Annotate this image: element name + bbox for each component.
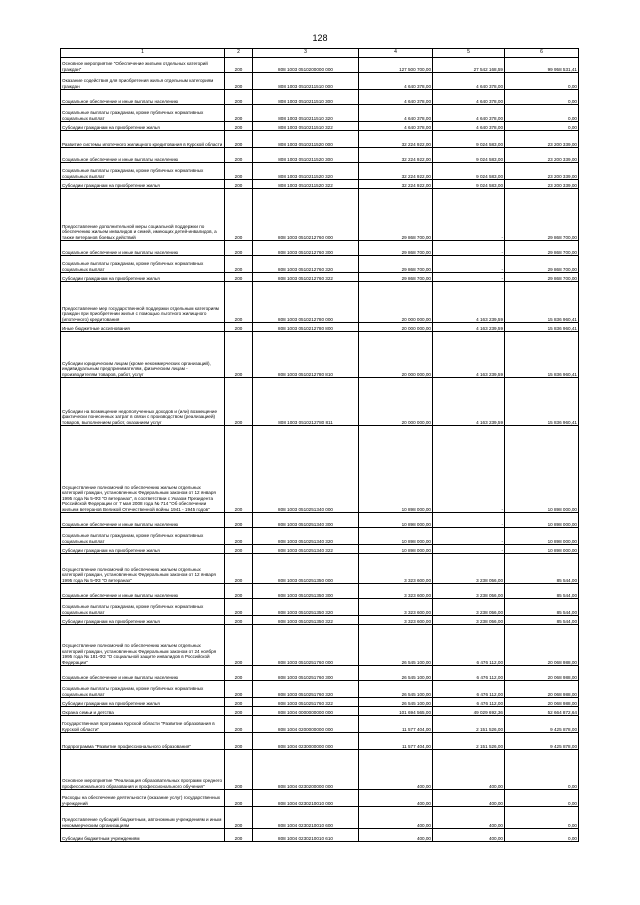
row-remaining: 0,00 [505, 73, 579, 90]
row-kbk: 808 1003 0510251760 000 [253, 625, 359, 666]
row-executed: 3 238 056,00 [433, 584, 505, 599]
row-executed: 400,00 [433, 829, 505, 842]
row-executed: 4 640 378,00 [433, 73, 505, 90]
row-kbk: 808 1003 0510211510 320 [253, 105, 359, 122]
row-name: Субсидии на возмещение недополученных доходов и (или) возмещение фактически понесенных затрат в связи с производством (реализацией) товаров, выполнением работ, оказанием услуг [61, 378, 225, 426]
row-code: 200 [225, 790, 253, 807]
row-remaining: 85 544,00 [505, 554, 579, 584]
row-executed: 3 238 056,00 [433, 554, 505, 584]
row-name: Социальное обеспечение и иные выплаты населению [61, 90, 225, 105]
table-row [61, 426, 579, 513]
header-cell: 2 [225, 49, 253, 58]
row-plan: 4 640 378,00 [359, 90, 433, 105]
row-name: Субсидии юридическим лицам (кроме некоммерческих организаций), индивидуальным предпринимателям, физическим лицам - производителям товаров, работ, услуг [61, 332, 225, 378]
row-code: 200 [225, 666, 253, 681]
row-executed: 27 542 168,59 [433, 58, 505, 73]
row-kbk: 808 1004 0230210010 600 [253, 807, 359, 829]
row-remaining: 20 068 988,00 [505, 666, 579, 681]
row-plan: 32 224 922,00 [359, 163, 433, 180]
row-remaining: 29 868 700,00 [505, 256, 579, 273]
row-plan: 10 898 000,00 [359, 426, 433, 513]
table-row [61, 282, 579, 323]
row-executed: 4 640 378,00 [433, 122, 505, 131]
row-plan: 101 694 565,00 [359, 707, 433, 716]
budget-table [60, 48, 579, 842]
row-executed: 4 163 239,59 [433, 332, 505, 378]
header-cell: 1 [61, 49, 225, 58]
row-kbk: 808 1003 0510251340 300 [253, 513, 359, 528]
row-remaining: 23 200 339,00 [505, 163, 579, 180]
row-name: Основное мероприятие "Обеспечение жильем отдельных категорий граждан" [61, 58, 225, 73]
row-remaining: 15 836 960,41 [505, 323, 579, 332]
row-remaining: 0,00 [505, 105, 579, 122]
row-kbk: 808 1003 0510212780 000 [253, 282, 359, 323]
row-executed: 3 238 056,00 [433, 599, 505, 616]
row-code: 200 [225, 681, 253, 698]
table-row [61, 733, 579, 750]
row-executed: - [433, 189, 505, 241]
row-code: 200 [225, 273, 253, 282]
row-plan: 20 000 000,00 [359, 323, 433, 332]
row-remaining: 29 868 700,00 [505, 189, 579, 241]
row-kbk: 808 1003 0510200000 000 [253, 58, 359, 73]
row-name: Подпрограмма "Развитие профессионального образования" [61, 733, 225, 750]
row-kbk: 808 1003 0510251340 320 [253, 528, 359, 545]
row-plan: 4 640 378,00 [359, 122, 433, 131]
table-row [61, 666, 579, 681]
row-executed: 6 476 112,00 [433, 681, 505, 698]
row-plan: 32 224 922,00 [359, 131, 433, 148]
row-plan: 29 868 700,00 [359, 273, 433, 282]
row-executed: 4 640 378,00 [433, 90, 505, 105]
header-cell: 6 [505, 49, 579, 58]
row-code: 200 [225, 554, 253, 584]
row-plan: 4 640 378,00 [359, 73, 433, 90]
row-kbk: 808 1003 0510211520 300 [253, 148, 359, 163]
row-remaining: 0,00 [505, 829, 579, 842]
row-plan: 29 868 700,00 [359, 256, 433, 273]
row-executed: 4 640 378,00 [433, 105, 505, 122]
row-remaining: 23 200 339,00 [505, 131, 579, 148]
table-row [61, 545, 579, 554]
row-name: Социальное обеспечение и иные выплаты населению [61, 584, 225, 599]
row-executed: 9 024 583,00 [433, 148, 505, 163]
row-name: Социальное обеспечение и иные выплаты населению [61, 241, 225, 256]
row-name: Субсидии гражданам на приобретение жилья [61, 273, 225, 282]
row-remaining: 0,00 [505, 90, 579, 105]
row-name: Осуществление полномочий по обеспечению жильем отдельных категорий граждан, установленных Федеральным законом от 24 ноября 1995 года № 181-ФЗ "О социальной защите инвалидов в Российской Федерации" [61, 625, 225, 666]
row-kbk: 808 1003 0510251350 000 [253, 554, 359, 584]
row-executed: - [433, 273, 505, 282]
row-kbk: 808 1003 0510251760 320 [253, 681, 359, 698]
row-kbk: 808 1003 0510251340 322 [253, 545, 359, 554]
row-plan: 11 577 404,00 [359, 716, 433, 733]
row-executed: 2 151 526,00 [433, 733, 505, 750]
table-row [61, 554, 579, 584]
row-kbk: 808 1003 0510251760 322 [253, 698, 359, 707]
row-remaining: 99 958 531,41 [505, 58, 579, 73]
row-kbk: 808 1004 0230210010 000 [253, 790, 359, 807]
table-row [61, 698, 579, 707]
row-plan: 10 898 000,00 [359, 545, 433, 554]
row-code: 200 [225, 90, 253, 105]
table-row [61, 332, 579, 378]
row-code: 200 [225, 426, 253, 513]
row-code: 200 [225, 698, 253, 707]
row-plan: 20 000 000,00 [359, 332, 433, 378]
row-code: 200 [225, 378, 253, 426]
row-plan: 26 545 100,00 [359, 698, 433, 707]
table-row [61, 599, 579, 616]
row-kbk: 808 1003 0510212760 322 [253, 273, 359, 282]
row-kbk: 808 1004 0230210010 610 [253, 829, 359, 842]
row-code: 200 [225, 625, 253, 666]
row-name: Охрана семьи и детства [61, 707, 225, 716]
table-row [61, 163, 579, 180]
row-code: 200 [225, 73, 253, 90]
row-kbk: 808 1003 0510212780 810 [253, 332, 359, 378]
table-row [61, 716, 579, 733]
row-name: Субсидии гражданам на приобретение жилья [61, 180, 225, 189]
table-row [61, 58, 579, 73]
row-kbk: 808 1003 0510212780 800 [253, 323, 359, 332]
row-name: Субсидии гражданам на приобретение жилья [61, 122, 225, 131]
row-executed: 2 151 526,00 [433, 716, 505, 733]
row-code: 200 [225, 829, 253, 842]
table-row [61, 378, 579, 426]
row-name: Социальное обеспечение и иные выплаты населению [61, 666, 225, 681]
row-kbk: 808 1003 0510212780 811 [253, 378, 359, 426]
row-plan: 10 898 000,00 [359, 513, 433, 528]
row-plan: 3 323 600,00 [359, 554, 433, 584]
row-plan: 400,00 [359, 750, 433, 790]
row-code: 200 [225, 513, 253, 528]
row-code: 200 [225, 323, 253, 332]
row-name: Социальные выплаты гражданам, кроме публичных нормативных социальных выплат [61, 163, 225, 180]
row-remaining: 9 425 878,00 [505, 716, 579, 733]
row-code: 200 [225, 148, 253, 163]
row-plan: 26 545 100,00 [359, 625, 433, 666]
row-remaining: 20 068 988,00 [505, 681, 579, 698]
row-remaining: 23 200 339,00 [505, 180, 579, 189]
row-remaining: 9 425 878,00 [505, 733, 579, 750]
row-code: 200 [225, 599, 253, 616]
row-plan: 29 868 700,00 [359, 241, 433, 256]
row-kbk: 808 1003 0510212760 300 [253, 241, 359, 256]
row-plan: 400,00 [359, 829, 433, 842]
table-row [61, 616, 579, 625]
row-plan: 26 545 100,00 [359, 681, 433, 698]
row-plan: 127 500 700,00 [359, 58, 433, 73]
row-name: Осуществление полномочий по обеспечению жильем отдельных категорий граждан, установленных Федеральным законом от 12 января 1995 года № 5-ФЗ "О ветеранах", в соответствии с Указом Президента Российской Федерации от 7 мая 2008 года № 714 "Об обеспечении жильем ветеранов Великой Отечественной войны 1941 - 1945 годов" [61, 426, 225, 513]
row-kbk: 808 1003 0510211510 300 [253, 90, 359, 105]
row-plan: 29 868 700,00 [359, 189, 433, 241]
row-code: 200 [225, 616, 253, 625]
row-remaining: 10 898 000,00 [505, 426, 579, 513]
row-remaining: 52 664 872,64 [505, 707, 579, 716]
row-code: 200 [225, 131, 253, 148]
row-plan: 400,00 [359, 807, 433, 829]
row-code: 200 [225, 807, 253, 829]
row-kbk: 808 1003 0510251350 322 [253, 616, 359, 625]
table-row [61, 807, 579, 829]
row-remaining: 23 200 339,00 [505, 148, 579, 163]
table-row [61, 73, 579, 90]
row-remaining: 10 898 000,00 [505, 528, 579, 545]
row-kbk: 808 1003 0510251350 320 [253, 599, 359, 616]
row-executed: 6 476 112,00 [433, 625, 505, 666]
row-name: Субсидии гражданам на приобретение жилья [61, 616, 225, 625]
row-remaining: 15 836 960,41 [505, 332, 579, 378]
row-kbk: 808 1004 0230200000 000 [253, 750, 359, 790]
row-name: Социальные выплаты гражданам, кроме публичных нормативных социальных выплат [61, 599, 225, 616]
table-row [61, 829, 579, 842]
row-plan: 11 577 404,00 [359, 733, 433, 750]
row-name: Субсидии гражданам на приобретение жилья [61, 545, 225, 554]
row-executed: 4 163 239,59 [433, 282, 505, 323]
row-code: 200 [225, 750, 253, 790]
row-plan: 10 898 000,00 [359, 528, 433, 545]
row-kbk: 808 1004 0000000000 000 [253, 707, 359, 716]
row-name: Социальное обеспечение и иные выплаты населению [61, 513, 225, 528]
row-name: Субсидии бюджетным учреждениям [61, 829, 225, 842]
row-executed: 9 024 583,00 [433, 180, 505, 189]
row-kbk: 808 1003 0510251760 300 [253, 666, 359, 681]
row-name: Социальное обеспечение и иные выплаты населению [61, 148, 225, 163]
row-executed: 9 024 583,00 [433, 163, 505, 180]
row-name: Социальные выплаты гражданам, кроме публичных нормативных социальных выплат [61, 105, 225, 122]
row-code: 200 [225, 241, 253, 256]
row-plan: 3 323 600,00 [359, 599, 433, 616]
row-kbk: 808 1003 0510212760 320 [253, 256, 359, 273]
row-code: 200 [225, 122, 253, 131]
row-remaining: 10 898 000,00 [505, 513, 579, 528]
row-code: 200 [225, 105, 253, 122]
row-executed: 400,00 [433, 790, 505, 807]
table-row [61, 90, 579, 105]
table-row [61, 105, 579, 122]
row-code: 200 [225, 716, 253, 733]
table-row [61, 681, 579, 698]
row-executed: - [433, 513, 505, 528]
row-name: Расходы на обеспечение деятельности (оказание услуг) государственных учреждений [61, 790, 225, 807]
row-code: 200 [225, 733, 253, 750]
row-name: Оказание содействия для приобретения жилья отдельным категориям граждан [61, 73, 225, 90]
table-row [61, 273, 579, 282]
table-row [61, 790, 579, 807]
row-name: Социальные выплаты гражданам, кроме публичных нормативных социальных выплат [61, 528, 225, 545]
row-kbk: 808 1003 0510211510 322 [253, 122, 359, 131]
row-kbk: 808 1003 0510211520 322 [253, 180, 359, 189]
row-code: 200 [225, 528, 253, 545]
row-executed: - [433, 426, 505, 513]
row-plan: 400,00 [359, 790, 433, 807]
header-cell: 4 [359, 49, 433, 58]
row-code: 200 [225, 282, 253, 323]
row-name: Основное мероприятие "Реализация образовательных программ среднего профессионального образования и профессионального обучения" [61, 750, 225, 790]
row-code: 200 [225, 163, 253, 180]
row-executed: 4 163 239,59 [433, 378, 505, 426]
row-executed: 6 476 112,00 [433, 698, 505, 707]
row-executed: 9 024 583,00 [433, 131, 505, 148]
row-name: Предоставление субсидий бюджетным, автономным учреждениям и иным некоммерческим организациям [61, 807, 225, 829]
row-kbk: 808 1003 0510251350 300 [253, 584, 359, 599]
row-executed: - [433, 241, 505, 256]
row-plan: 4 640 378,00 [359, 105, 433, 122]
row-executed: - [433, 545, 505, 554]
row-remaining: 29 868 700,00 [505, 273, 579, 282]
header-cell: 5 [433, 49, 505, 58]
row-remaining: 29 868 700,00 [505, 241, 579, 256]
row-plan: 26 545 100,00 [359, 666, 433, 681]
row-plan: 3 323 600,00 [359, 616, 433, 625]
row-name: Осуществление полномочий по обеспечению жильем отдельных категорий граждан, установленных Федеральным законом от 12 января 1995 года № 5-ФЗ "О ветеранах" [61, 554, 225, 584]
row-executed: - [433, 256, 505, 273]
row-executed: 400,00 [433, 750, 505, 790]
table-row [61, 625, 579, 666]
row-executed: 49 029 692,36 [433, 707, 505, 716]
table-row [61, 513, 579, 528]
table-row [61, 584, 579, 599]
row-executed: 3 238 056,00 [433, 616, 505, 625]
table-row [61, 256, 579, 273]
page-number: 128 [312, 33, 328, 43]
row-remaining: 85 544,00 [505, 599, 579, 616]
table-row [61, 180, 579, 189]
table-row [61, 189, 579, 241]
row-kbk: 808 1003 0510212760 000 [253, 189, 359, 241]
row-remaining: 0,00 [505, 790, 579, 807]
row-plan: 32 224 922,00 [359, 180, 433, 189]
row-code: 200 [225, 707, 253, 716]
table-row [61, 750, 579, 790]
row-kbk: 808 1003 0510211520 000 [253, 131, 359, 148]
table-row [61, 323, 579, 332]
row-kbk: 808 1003 0510251340 000 [253, 426, 359, 513]
row-remaining: 20 068 988,00 [505, 625, 579, 666]
row-remaining: 15 836 960,41 [505, 378, 579, 426]
row-name: Социальные выплаты гражданам, кроме публичных нормативных социальных выплат [61, 256, 225, 273]
row-name: Иные бюджетные ассигнования [61, 323, 225, 332]
table-row [61, 148, 579, 163]
row-plan: 3 323 600,00 [359, 584, 433, 599]
row-plan: 20 000 000,00 [359, 378, 433, 426]
row-name: Развитие системы ипотечного жилищного кредитования в Курской области [61, 131, 225, 148]
row-code: 200 [225, 584, 253, 599]
row-executed: 6 476 112,00 [433, 666, 505, 681]
row-remaining: 0,00 [505, 807, 579, 829]
table-row [61, 122, 579, 131]
table-header-row [61, 49, 579, 58]
row-code: 200 [225, 180, 253, 189]
row-remaining: 85 544,00 [505, 584, 579, 599]
row-kbk: 808 1003 0510211510 000 [253, 73, 359, 90]
table-row [61, 707, 579, 716]
row-remaining: 15 836 960,41 [505, 282, 579, 323]
row-name: Социальные выплаты гражданам, кроме публичных нормативных социальных выплат [61, 681, 225, 698]
row-name: Государственная программа Курской области "Развитие образования в Курской области" [61, 716, 225, 733]
row-remaining: 10 898 000,00 [505, 545, 579, 554]
row-plan: 20 000 000,00 [359, 282, 433, 323]
row-plan: 32 224 922,00 [359, 148, 433, 163]
row-name: Предоставление мер государственной поддержки отдельным категориям граждан при приобретении жилья с помощью льготного жилищного (ипотечного) кредитования [61, 282, 225, 323]
row-kbk: 808 1004 0230000000 000 [253, 733, 359, 750]
row-remaining: 0,00 [505, 122, 579, 131]
row-remaining: 0,00 [505, 750, 579, 790]
row-executed: - [433, 528, 505, 545]
row-remaining: 20 068 988,00 [505, 698, 579, 707]
row-kbk: 808 1003 0510211520 320 [253, 163, 359, 180]
table-row [61, 528, 579, 545]
row-code: 200 [225, 58, 253, 73]
header-cell: 3 [253, 49, 359, 58]
row-remaining: 85 544,00 [505, 616, 579, 625]
row-name: Субсидии гражданам на приобретение жилья [61, 698, 225, 707]
row-code: 200 [225, 256, 253, 273]
row-executed: 400,00 [433, 807, 505, 829]
row-kbk: 808 1004 0200000000 000 [253, 716, 359, 733]
row-code: 200 [225, 332, 253, 378]
row-code: 200 [225, 189, 253, 241]
table-row [61, 241, 579, 256]
row-name: Предоставление дополнительной меры социальной поддержки по обеспечению жильем инвалидов и семей, имеющих детей-инвалидов, а также ветеранов боевых действий [61, 189, 225, 241]
table-row [61, 131, 579, 148]
row-code: 200 [225, 545, 253, 554]
row-executed: 4 163 239,59 [433, 323, 505, 332]
